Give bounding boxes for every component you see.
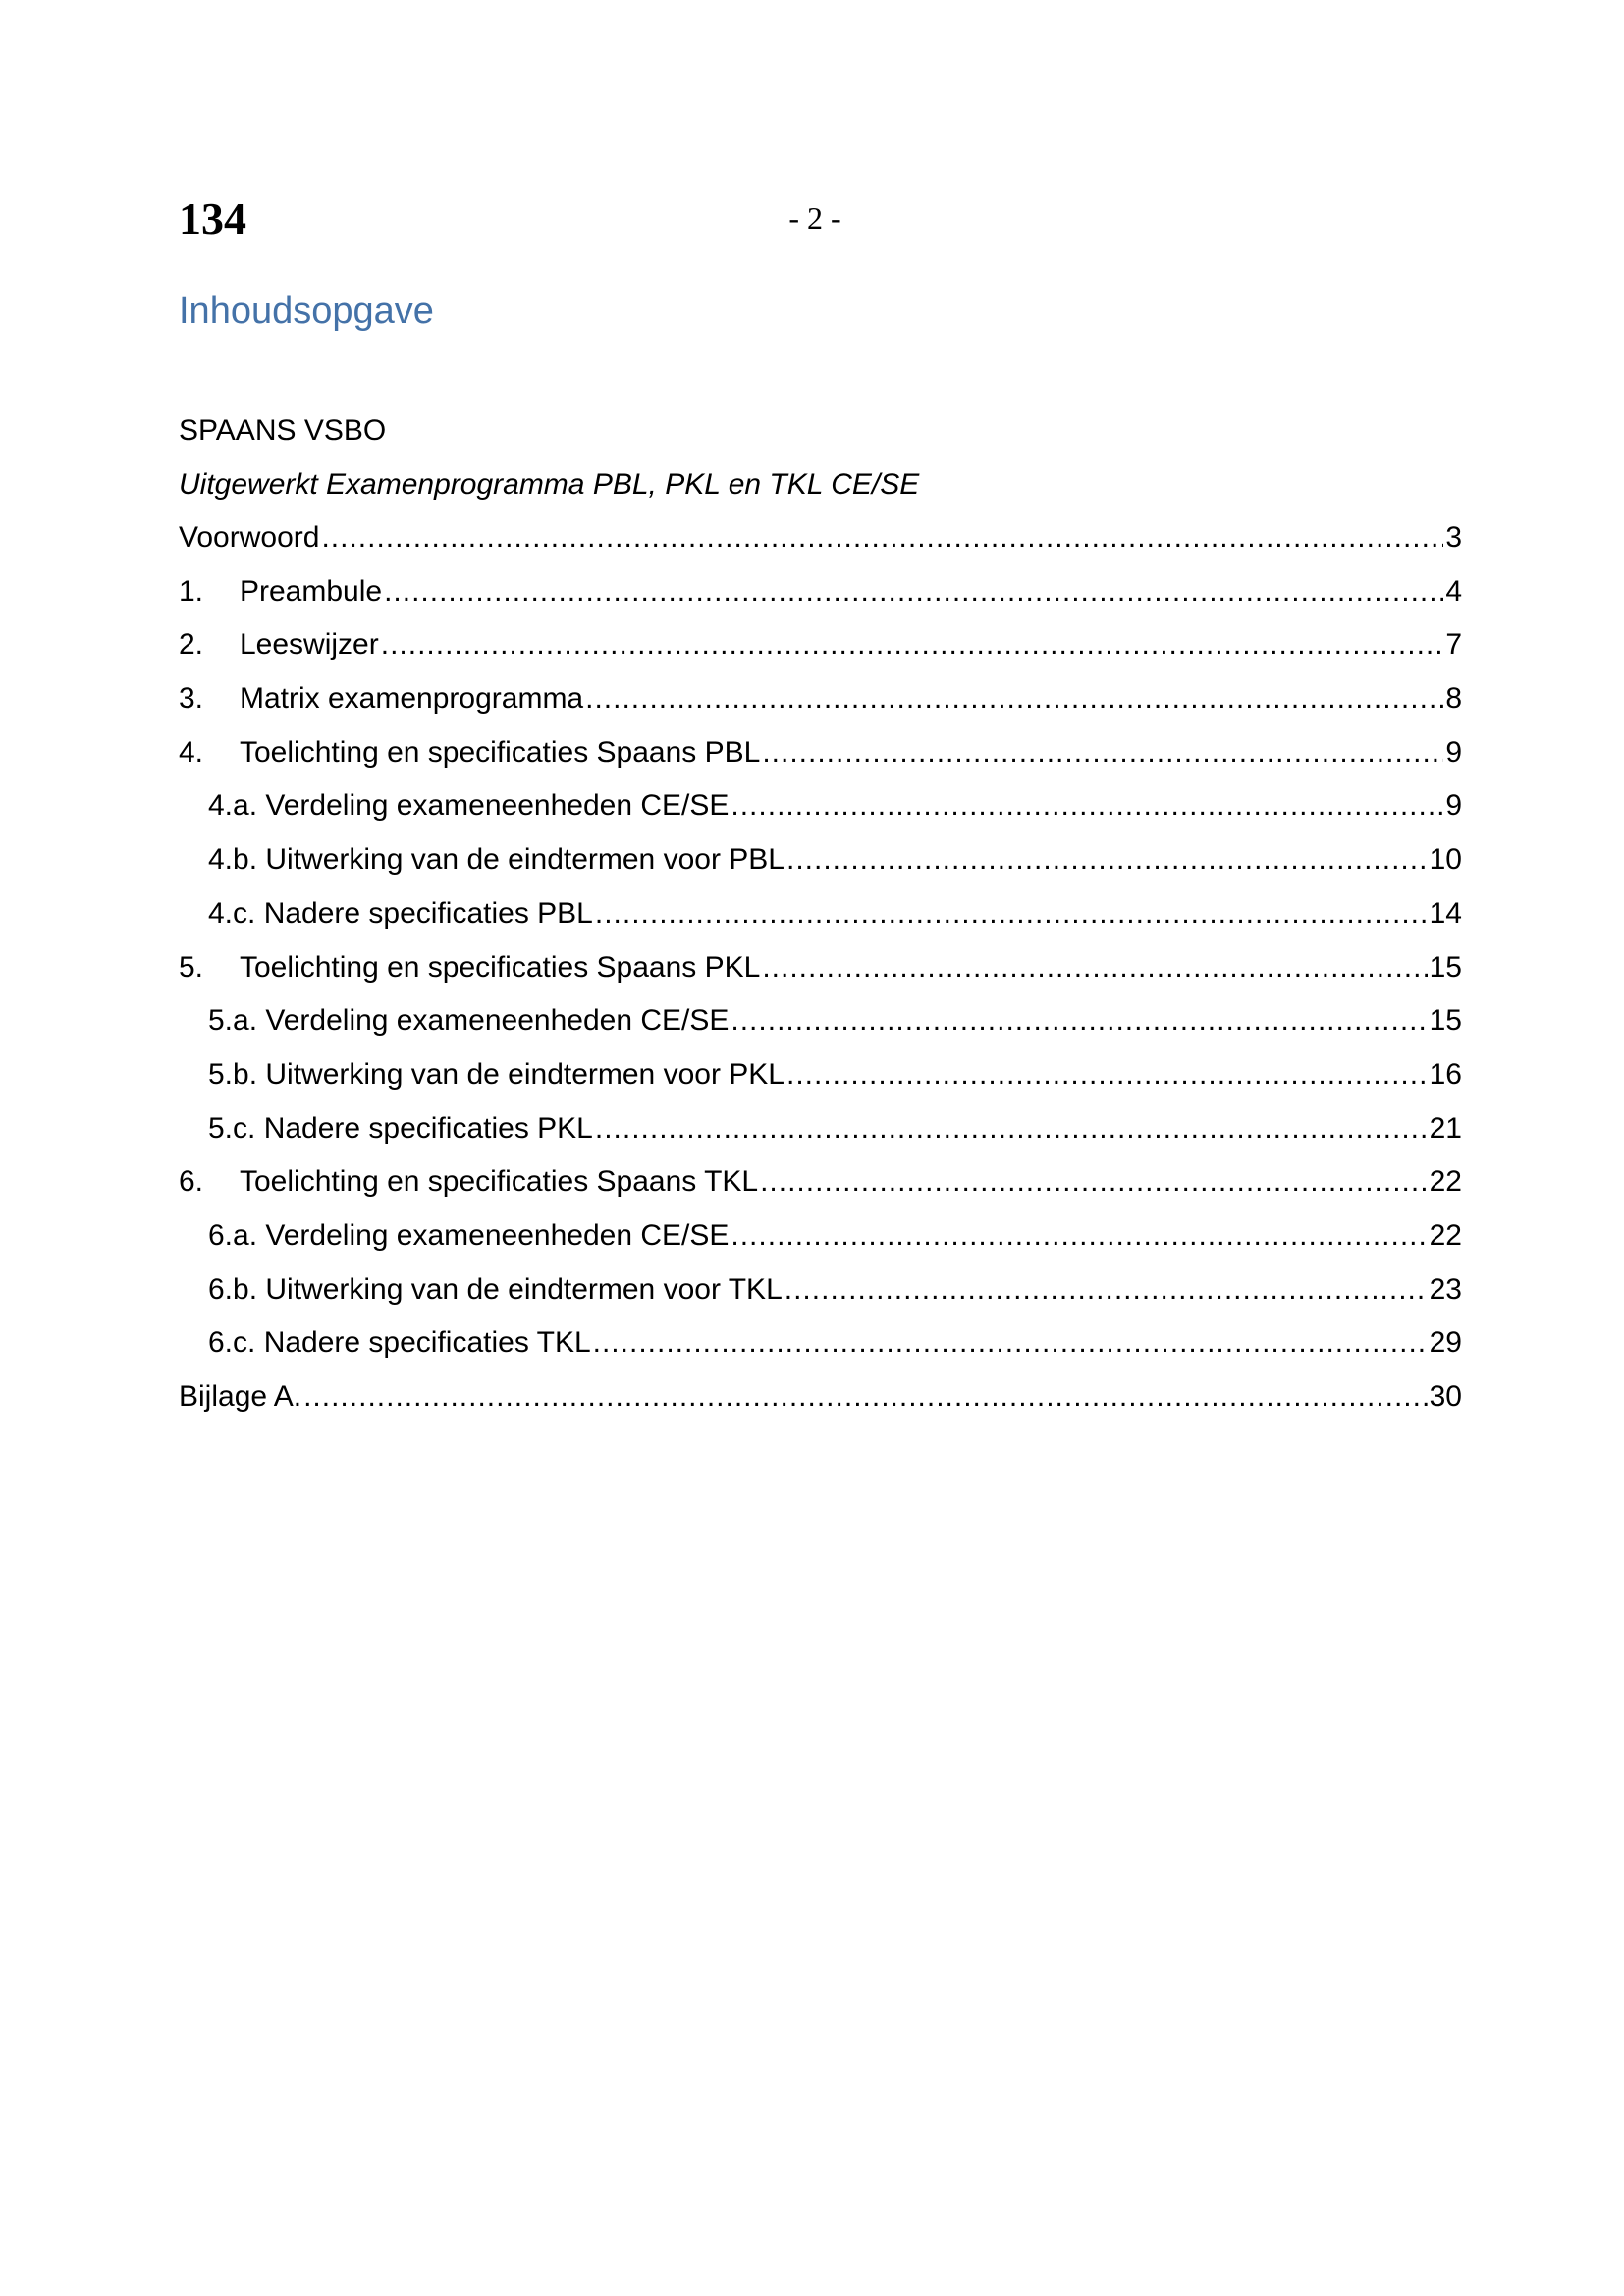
toc-entry-section-4[interactable] — [179, 738, 1462, 792]
toc-entry-title: Preambule — [240, 576, 383, 608]
toc-entry-number: 3. — [179, 684, 204, 716]
toc-entry-title: Leeswijzer — [240, 630, 379, 662]
toc-leader-dots — [595, 899, 1428, 929]
toc-entry-page: 15 — [1429, 952, 1462, 984]
toc-leader-dots — [786, 845, 1428, 875]
toc-heading: Inhoudsopgave — [179, 291, 434, 332]
toc-entry-title: 4.b. Uitwerking van de eindtermen voor PBL — [208, 845, 785, 877]
toc-leader-dots — [321, 523, 1443, 553]
toc-entry-title: Bijlage A. — [179, 1382, 302, 1413]
toc-entry-section-4c[interactable] — [179, 899, 1462, 953]
toc-leader-dots — [593, 1328, 1428, 1358]
toc-entry-page: 14 — [1429, 898, 1462, 930]
toc-leader-dots — [595, 1114, 1428, 1144]
toc-entry-section-6a[interactable] — [179, 1221, 1462, 1275]
toc-entry-page: 15 — [1429, 1006, 1462, 1038]
toc-entry-number: 5. — [179, 952, 204, 984]
toc-leader-dots — [381, 630, 1444, 660]
toc-entry-page: 8 — [1445, 684, 1462, 716]
toc-entry-page: 3 — [1445, 523, 1462, 554]
toc-entry-page: 22 — [1429, 1167, 1462, 1199]
toc-entry-section-5[interactable] — [179, 953, 1462, 1007]
toc-entry-title: 5.a. Verdeling exameneenheden CE/SE — [208, 1006, 730, 1038]
toc-entry-title: 4.c. Nadere specificaties PBL — [208, 898, 593, 930]
toc-entry-title: Toelichting en specificaties Spaans PBL — [240, 737, 761, 769]
toc-entry-title: 5.b. Uitwerking van de eindtermen voor PKL — [208, 1059, 785, 1091]
toc-entry-number: 1. — [179, 576, 204, 608]
toc-entry-page: 30 — [1429, 1382, 1462, 1413]
toc-entry-page: 9 — [1445, 737, 1462, 769]
toc-leader-dots — [786, 1060, 1428, 1090]
toc-entry-section-4a[interactable] — [179, 791, 1462, 845]
toc-entry-number: 6. — [179, 1167, 204, 1199]
toc-entry-title: Voorwoord — [179, 523, 320, 554]
toc-entry-number: 2. — [179, 630, 204, 662]
toc-leader-dots — [731, 1006, 1427, 1036]
toc-entry-section-5b[interactable] — [179, 1060, 1462, 1114]
toc-entry-bijlage-a[interactable] — [179, 1382, 1462, 1436]
toc-entry-title: Toelichting en specificaties Spaans PKL — [240, 952, 761, 984]
toc-leader-dots — [762, 738, 1443, 768]
document-subtitle: Uitgewerkt Examenprogramma PBL, PKL en TKL CE/SE — [179, 468, 920, 501]
toc-entry-page: 10 — [1429, 845, 1462, 877]
toc-list — [179, 523, 1462, 1436]
toc-entry-section-5c[interactable] — [179, 1114, 1462, 1168]
toc-entry-title: 4.a. Verdeling exameneenheden CE/SE — [208, 791, 730, 823]
toc-entry-section-5a[interactable] — [179, 1006, 1462, 1060]
toc-entry-section-4b[interactable] — [179, 845, 1462, 899]
toc-entry-voorwoord[interactable] — [179, 523, 1462, 577]
document-title: SPAANS VSBO — [179, 414, 387, 447]
toc-entry-number: 4. — [179, 737, 204, 769]
toc-entry-preambule[interactable] — [179, 577, 1462, 631]
toc-leader-dots — [731, 1221, 1427, 1251]
toc-leader-dots — [384, 577, 1443, 607]
page-number: 134 — [179, 193, 246, 243]
toc-leader-dots — [762, 953, 1427, 983]
toc-entry-title: 6.b. Uitwerking van de eindtermen voor TKL — [208, 1274, 783, 1306]
toc-entry-title: 5.c. Nadere specificaties PKL — [208, 1113, 593, 1145]
toc-leader-dots — [585, 684, 1443, 714]
toc-entry-page: 7 — [1445, 630, 1462, 662]
toc-entry-title: 6.c. Nadere specificaties TKL — [208, 1328, 591, 1360]
toc-entry-section-6[interactable] — [179, 1167, 1462, 1221]
toc-leader-dots — [731, 791, 1443, 821]
toc-entry-section-6c[interactable] — [179, 1328, 1462, 1382]
toc-entry-page: 21 — [1429, 1113, 1462, 1145]
toc-entry-title: Matrix examenprogramma — [240, 684, 584, 716]
toc-entry-page: 16 — [1429, 1059, 1462, 1091]
toc-leader-dots — [303, 1382, 1428, 1412]
toc-entry-page: 23 — [1429, 1274, 1462, 1306]
toc-entry-page: 9 — [1445, 791, 1462, 823]
toc-entry-page: 29 — [1429, 1328, 1462, 1360]
page-label: - 2 - — [788, 200, 841, 236]
toc-entry-page: 4 — [1445, 576, 1462, 608]
toc-entry-matrix-examenprogramma[interactable] — [179, 684, 1462, 738]
toc-entry-page: 22 — [1429, 1220, 1462, 1252]
toc-entry-title: Toelichting en specificaties Spaans TKL — [240, 1167, 759, 1199]
toc-entry-leeswijzer[interactable] — [179, 630, 1462, 684]
toc-entry-section-6b[interactable] — [179, 1275, 1462, 1329]
toc-leader-dots — [760, 1167, 1428, 1197]
toc-entry-title: 6.a. Verdeling exameneenheden CE/SE — [208, 1220, 730, 1252]
toc-leader-dots — [785, 1275, 1428, 1305]
